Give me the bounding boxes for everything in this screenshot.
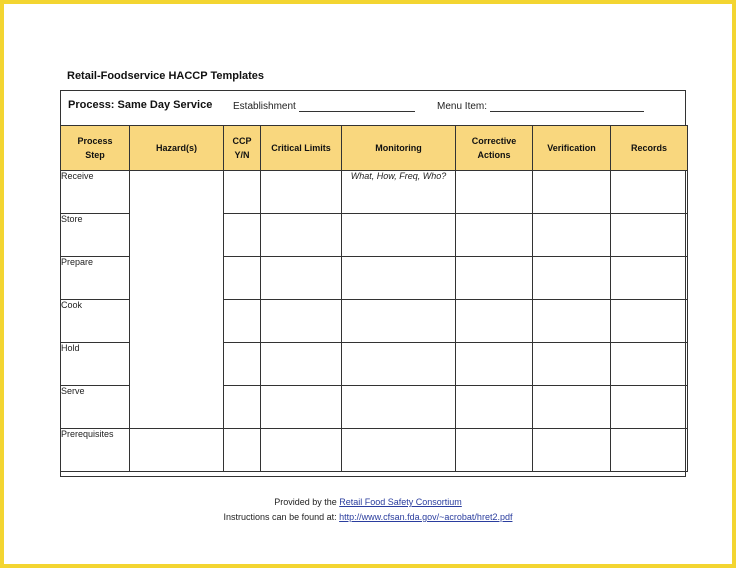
hazards-cell[interactable]: [130, 171, 224, 429]
ccp-cell[interactable]: [224, 171, 261, 214]
ccp-cell[interactable]: [224, 214, 261, 257]
records-cell[interactable]: [611, 257, 688, 300]
verification-cell[interactable]: [533, 300, 611, 343]
header-process-step: Process Step: [61, 126, 130, 171]
header-hazards: Hazard(s): [130, 126, 224, 171]
verification-cell[interactable]: [533, 171, 611, 214]
monitoring-cell[interactable]: [342, 257, 456, 300]
critical-limits-cell[interactable]: [261, 343, 342, 386]
ccp-cell[interactable]: [224, 386, 261, 429]
ccp-cell[interactable]: [224, 300, 261, 343]
monitoring-cell[interactable]: What, How, Freq, Who?: [342, 171, 456, 214]
instructions-link[interactable]: http://www.cfsan.fda.gov/~acrobat/hret2.pdf: [339, 512, 513, 522]
step-cell: Receive: [61, 171, 130, 214]
process-title: Process: Same Day Service: [68, 99, 213, 111]
verification-cell[interactable]: [533, 343, 611, 386]
corrective-actions-cell[interactable]: [456, 171, 533, 214]
document-title: Retail-Foodservice HACCP Templates: [67, 70, 265, 82]
step-cell: Prepare: [61, 257, 130, 300]
critical-limits-cell[interactable]: [261, 214, 342, 257]
menu-item-blank[interactable]: [490, 101, 644, 112]
provided-by-line: Provided by the Retail Food Safety Consortium: [274, 497, 462, 507]
records-cell[interactable]: [611, 386, 688, 429]
corrective-actions-cell[interactable]: [456, 300, 533, 343]
step-cell: Serve: [61, 386, 130, 429]
header-verification: Verification: [533, 126, 611, 171]
monitoring-cell[interactable]: [342, 343, 456, 386]
ccp-cell[interactable]: [224, 257, 261, 300]
header-row: [61, 126, 688, 171]
menu-item-field[interactable]: [437, 101, 644, 112]
step-cell: Store: [61, 214, 130, 257]
header-monitoring: Monitoring: [342, 126, 456, 171]
ccp-cell[interactable]: [224, 343, 261, 386]
verification-cell[interactable]: [533, 429, 611, 472]
corrective-actions-cell[interactable]: [456, 343, 533, 386]
header-records: Records: [611, 126, 688, 171]
records-cell[interactable]: [611, 343, 688, 386]
critical-limits-cell[interactable]: [261, 386, 342, 429]
template-page: [4, 4, 732, 564]
records-cell[interactable]: [611, 171, 688, 214]
process-row: [61, 91, 685, 125]
step-cell: Hold: [61, 343, 130, 386]
hazards-cell[interactable]: [130, 429, 224, 472]
menu-item-label: Menu Item:: [437, 101, 488, 112]
table-row: [61, 171, 688, 214]
monitoring-cell[interactable]: [342, 214, 456, 257]
critical-limits-cell[interactable]: [261, 429, 342, 472]
ccp-cell[interactable]: [224, 429, 261, 472]
header-ccp: CCP Y/N: [224, 126, 261, 171]
step-cell: Cook: [61, 300, 130, 343]
table-row: [61, 429, 688, 472]
critical-limits-cell[interactable]: [261, 257, 342, 300]
monitoring-cell[interactable]: [342, 429, 456, 472]
instructions-line: Instructions can be found at: http://www.cfsan.fda.gov/~acrobat/hret2.pdf: [223, 512, 513, 522]
records-cell[interactable]: [611, 300, 688, 343]
verification-cell[interactable]: [533, 257, 611, 300]
consortium-link[interactable]: Retail Food Safety Consortium: [339, 497, 462, 507]
corrective-actions-cell[interactable]: [456, 214, 533, 257]
corrective-actions-cell[interactable]: [456, 257, 533, 300]
corrective-actions-cell[interactable]: [456, 429, 533, 472]
monitoring-cell[interactable]: [342, 386, 456, 429]
establishment-field[interactable]: [233, 101, 415, 112]
establishment-label: Establishment: [233, 101, 296, 112]
records-cell[interactable]: [611, 429, 688, 472]
establishment-blank[interactable]: [299, 101, 415, 112]
step-cell: Prerequisites: [61, 429, 130, 472]
verification-cell[interactable]: [533, 386, 611, 429]
monitoring-cell[interactable]: [342, 300, 456, 343]
header-corrective-actions: Corrective Actions: [456, 126, 533, 171]
corrective-actions-cell[interactable]: [456, 386, 533, 429]
critical-limits-cell[interactable]: [261, 300, 342, 343]
verification-cell[interactable]: [533, 214, 611, 257]
haccp-table: [60, 125, 688, 472]
haccp-form: [60, 90, 686, 477]
critical-limits-cell[interactable]: [261, 171, 342, 214]
header-critical-limits: Critical Limits: [261, 126, 342, 171]
records-cell[interactable]: [611, 214, 688, 257]
